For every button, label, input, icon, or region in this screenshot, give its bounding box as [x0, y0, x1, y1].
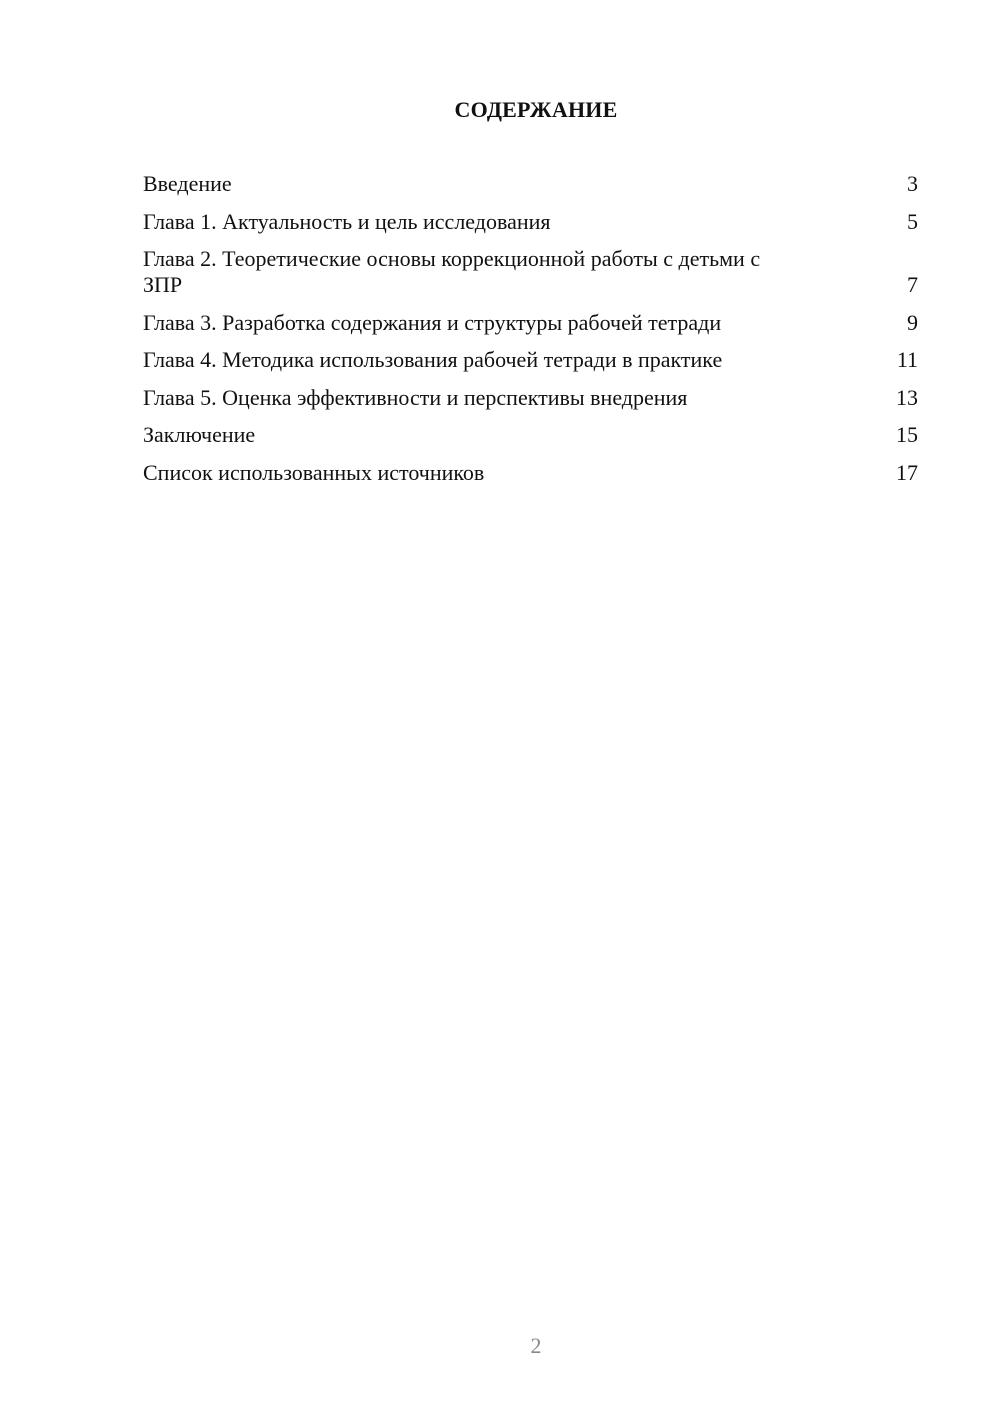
toc-entry-label: Глава 3. Разработка содержания и структуры рабочей тетради [143, 309, 722, 335]
toc-entry-page: 9 [907, 309, 918, 335]
toc-entry [143, 209, 918, 235]
toc-entry-page: 7 [907, 272, 918, 297]
page-number: 2 [530, 1333, 542, 1358]
toc-entry-page: 13 [896, 384, 918, 410]
table-of-contents [143, 171, 918, 497]
toc-entry-page: 3 [907, 171, 918, 196]
toc-entry-label: Заключение [143, 422, 256, 447]
toc-entry-page: 5 [907, 208, 918, 234]
toc-entry [143, 422, 918, 448]
toc-entry-label: Список использованных источников [143, 459, 485, 485]
toc-entry [143, 460, 918, 486]
toc-entry [143, 310, 918, 336]
toc-entry-label: Глава 1. Актуальность и цель исследования [143, 208, 551, 234]
toc-entry [143, 171, 918, 197]
page-title: СОДЕРЖАНИЕ [454, 97, 618, 122]
toc-entry [143, 246, 918, 298]
toc-entry-label: Глава 4. Методика использования рабочей тетради в практике [143, 347, 723, 372]
toc-entry-page: 17 [896, 459, 918, 485]
toc-entry [143, 347, 918, 373]
toc-entry-page: 11 [896, 347, 918, 372]
toc-entry-label: Глава 2. Теоретические основы коррекционной работы с детьми с ЗПР [143, 246, 761, 297]
toc-entry-label: Глава 5. Оценка эффективности и перспективы внедрения [143, 384, 688, 410]
toc-entry [143, 385, 918, 411]
toc-entry-page: 15 [896, 422, 918, 447]
toc-entry-label: Введение [143, 171, 232, 196]
